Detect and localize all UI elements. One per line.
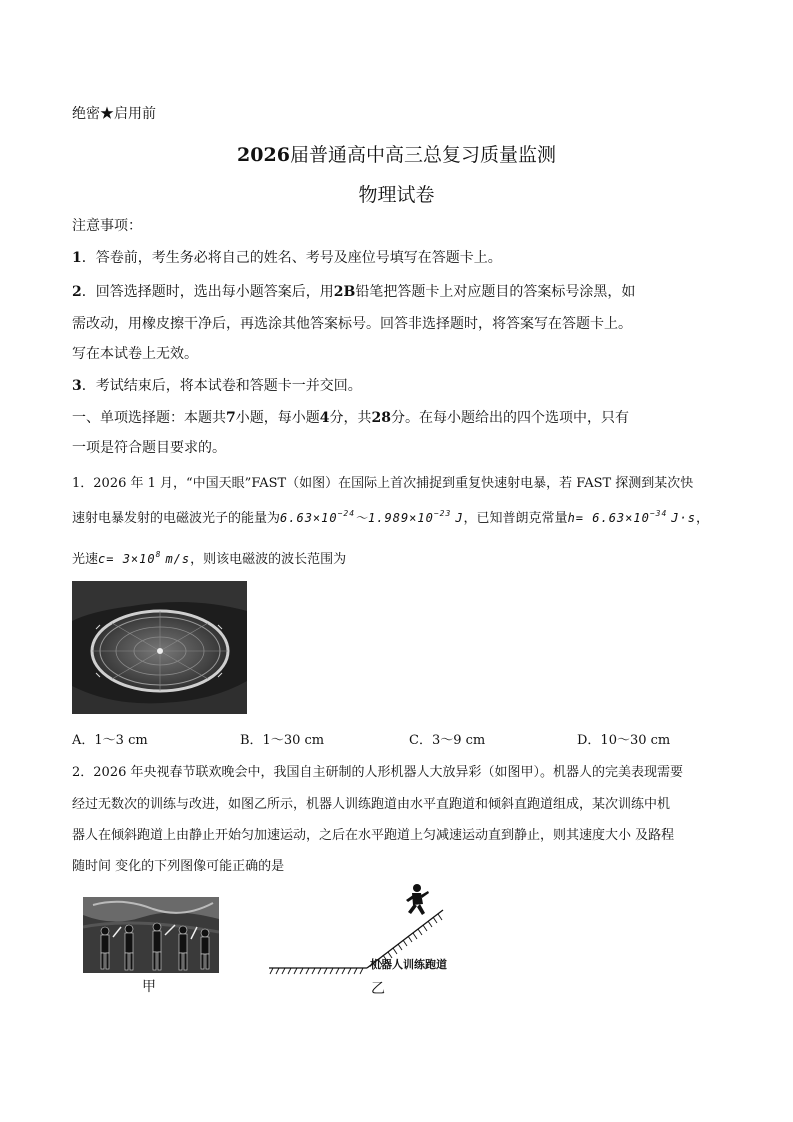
section-1-count: 7 (226, 410, 236, 426)
q2-line3: 器人在倾斜跑道上由静止开始匀加速运动，之后在水平跑道上匀减速运动直到静止，则其速度大小 及路程 (72, 828, 675, 843)
subject-title: 物理试卷 (358, 184, 435, 206)
q1-line2-end: ， (695, 511, 709, 526)
section-1-line1 (72, 408, 629, 428)
note-1 (72, 248, 502, 268)
robot-performance-illustration (83, 897, 219, 973)
q1-option-d: D．10～30 cm (577, 733, 671, 748)
q1-energy-low: 6.63×10 (280, 511, 338, 525)
section-1-text-c: 分，共 (329, 410, 372, 426)
robot-runner-icon (406, 884, 429, 915)
section-1-each: 4 (319, 410, 330, 426)
section-1-line2: 一项是符合题目要求的。 (72, 440, 226, 456)
note-2-pencil: 2B (333, 284, 356, 300)
q2-line1: 2．2026 年央视春节联欢晚会中，我国自主研制的人形机器人大放异彩（如图甲）。机器人的完美表现需要 (72, 765, 683, 780)
q1-option-b: B．1～30 cm (240, 733, 325, 748)
q1-energy-high-exp: −23 (433, 509, 452, 518)
section-1-text-a: 一、单项选择题：本题共 (72, 410, 226, 426)
note-2-line3: 写在本试卷上无效。 (72, 346, 198, 362)
q1-text-c: 光速 (72, 552, 99, 567)
title-rest: 届普通高中高三总复习质量监测 (289, 144, 556, 166)
q1-c-unit: m/s (165, 552, 191, 566)
robot-performance-photo (83, 897, 219, 973)
q1-c-value: = 3×10 (106, 552, 156, 566)
section-1-text-b: 小题，每小题 (235, 410, 320, 426)
title-year: 2026 (237, 144, 290, 166)
fast-telescope-illustration (72, 581, 247, 714)
notes-heading: 注意事项： (72, 218, 142, 234)
q1-energy-unit: J (455, 511, 464, 525)
section-1-total: 28 (371, 410, 391, 426)
confidential-mark: 绝密★启用前 (72, 106, 156, 122)
exam-title (0, 140, 793, 167)
q1-c-exp: 8 (155, 550, 162, 559)
note-1-text: ．答卷前，考生务必将自己的姓名、考号及座位号填写在答题卡上。 (81, 250, 502, 266)
note-2-line2: 需改动，用橡皮擦干净后，再选涂其他答案标号。回答非选择题时，将答案写在答题卡上。 (72, 316, 632, 332)
q1-energy-low-exp: −24 (337, 509, 356, 518)
note-3-text: ．考试结束后，将本试卷和答题卡一并交回。 (81, 378, 362, 394)
q1-option-c: C．3～9 cm (409, 733, 486, 748)
note-3-number: 3 (72, 378, 82, 394)
track-label: 机器人训练跑道 (370, 958, 447, 971)
fast-telescope-photo (72, 581, 247, 714)
note-2-number: 2 (72, 284, 82, 300)
note-2-text-b: 铅笔把答题卡上对应题目的答案标号涂黑，如 (355, 284, 636, 300)
figure-jia-label: 甲 (142, 979, 156, 995)
q1-h-unit: J·s (671, 511, 696, 525)
q1-energy-high: ～1.989×10 (355, 511, 434, 525)
q1-text-b: ，已知普朗克常量 (463, 511, 568, 526)
q1-option-a: A．1～3 cm (72, 733, 148, 748)
note-3 (72, 376, 362, 396)
q2-line4: 随时间 变化的下列图像可能正确的是 (72, 859, 285, 874)
note-2-text-a: ．回答选择题时，选出每小题答案后，用 (81, 284, 334, 300)
q1-text-a: 速射电暴发射的电磁波光子的能量为 (72, 511, 281, 526)
section-1-text-d: 分。在每小题给出的四个选项中，只有 (390, 410, 629, 426)
q1-line2 (72, 507, 709, 526)
q1-h-exp: −34 (649, 509, 668, 518)
q1-text-d: ，则该电磁波的波长范围为 (190, 552, 347, 567)
note-2-line1 (72, 282, 635, 302)
q1-line3 (72, 548, 346, 567)
note-1-number: 1 (72, 250, 82, 266)
q2-line2: 经过无数次的训练与改进，如图乙所示，机器人训练跑道由水平直跑道和倾斜直跑道组成，某次训练中机 (72, 797, 671, 812)
q1-h-symbol: h (567, 511, 576, 525)
q1-c-symbol: c (98, 552, 107, 566)
q1-line1: 1．2026 年 1 月，“中国天眼”FAST（如图）在国际上首次捕捉到重复快速射电暴，若 FAST 探测到某次快 (72, 476, 694, 491)
q1-h-value: = 6.63×10 (575, 511, 650, 525)
figure-yi-label: 乙 (371, 981, 385, 997)
